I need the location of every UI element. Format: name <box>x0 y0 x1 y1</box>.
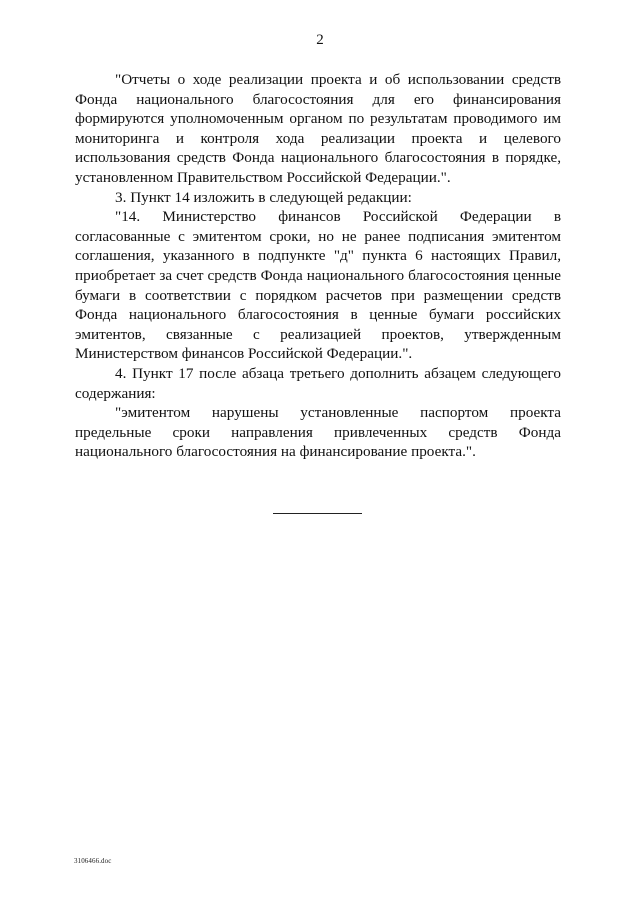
document-body <box>75 70 561 462</box>
paragraph-item-4: 4. Пункт 17 после абзаца третьего дополнить абзацем следующего содержания: <box>75 364 561 402</box>
end-separator-line <box>273 513 362 514</box>
footer-file-name: 3106466.doc <box>74 857 112 865</box>
page-number: 2 <box>316 32 324 48</box>
paragraph-issuer-clause: "эмитентом нарушены установленные паспортом проекта предельные сроки направления привлеченных средств Фонда национального благосостояния на финансирование проекта.". <box>75 404 561 461</box>
paragraph-item-3: 3. Пункт 14 изложить в следующей редакции: <box>115 188 412 206</box>
paragraph-clause-14: "14. Министерство финансов Российской Федерации в согласованные с эмитентом сроки, но не ранее подписания эмитентом соглашения, указанного в подпункте "д" пункта 6 настоящих Правил, приобретает за счет средств Фонда национального благосостояния ценные бумаги в соответствии с порядком расчетов при размещении средств Фонда национального благосостояния в ценные бумаги российских эмитентов, связанные с реализацией проектов, утвержденным Министерством финансов Российской Федерации.". <box>75 208 561 363</box>
paragraph-report-clause: "Отчеты о ходе реализации проекта и об использовании средств Фонда национального благосостояния для его финансирования формируются уполномоченным органом по результатам проводимого им мониторинга и контроля хода реализации проекта и целевого использования средств Фонда национального благосостояния в порядке, установленном Правительством Российской Федерации.". <box>75 71 561 186</box>
